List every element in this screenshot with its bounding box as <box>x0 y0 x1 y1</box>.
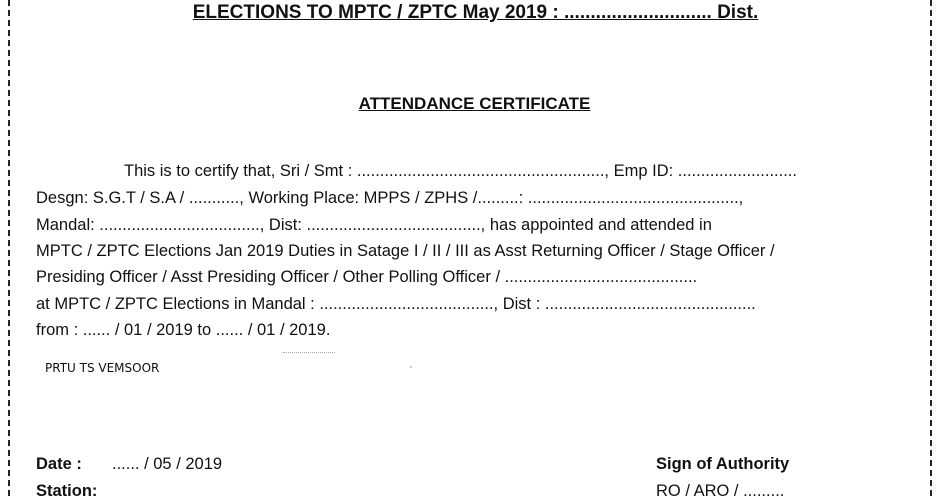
ro-aro-label: RO / ARO / ......... <box>656 482 785 496</box>
certificate-line-2: Desgn: S.G.T / S.A / ..........., Working Place: MPPS / ZPHS /.........: .............................................., <box>36 189 744 207</box>
certificate-line-1: This is to certify that, Sri / Smt : ......................................................, Emp ID: .......................... <box>124 162 797 180</box>
date-label: Date : <box>36 455 82 473</box>
dashed-border-right <box>930 0 932 496</box>
date-row <box>36 455 222 474</box>
faint-scan-dot <box>410 366 412 368</box>
certificate-line-6: at MPTC / ZPTC Elections in Mandal : ......................................, Dist : .............................................. <box>36 295 756 313</box>
election-header-text: ELECTIONS TO MPTC / ZPTC May 2019 : ............................ Dist. <box>192 2 759 23</box>
certificate-title <box>0 94 945 114</box>
watermark-text: PRTU TS VEMSOOR <box>45 361 160 375</box>
faint-scan-mark <box>283 352 335 353</box>
certificate-title-text: ATTENDANCE CERTIFICATE <box>358 94 591 113</box>
sign-of-authority-label: Sign of Authority <box>656 455 790 473</box>
certificate-line-3: Mandal: ..................................., Dist: ......................................, has appointed and attended in <box>36 216 712 234</box>
date-value: ...... / 05 / 2019 <box>112 455 223 473</box>
certificate-line-5: Presiding Officer / Asst Presiding Officer / Other Polling Officer / .......................................... <box>36 268 698 286</box>
station-label: Station: <box>36 482 98 496</box>
dashed-border-left <box>8 0 10 496</box>
election-header <box>0 2 945 24</box>
certificate-line-4: MPTC / ZPTC Elections Jan 2019 Duties in Satage I / II / III as Asst Returning Officer / Stage Officer / <box>36 242 775 260</box>
certificate-line-7: from : ...... / 01 / 2019 to ...... / 01 / 2019. <box>36 321 331 339</box>
